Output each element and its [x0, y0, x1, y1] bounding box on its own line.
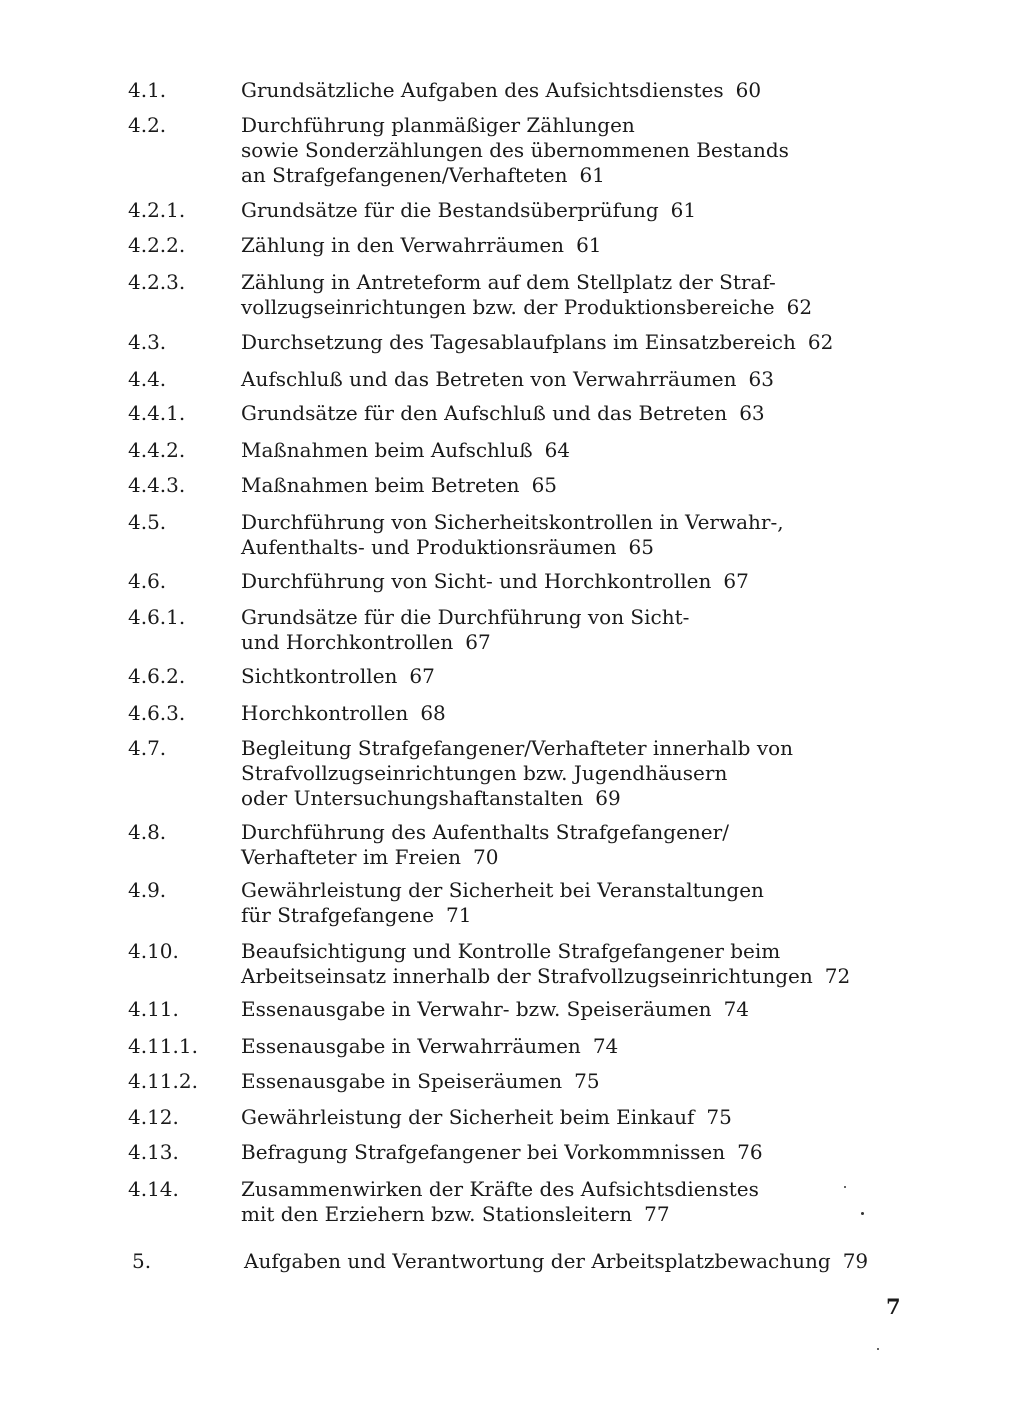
entry-number: 4.4.2.: [128, 438, 186, 462]
entry-title: [241, 820, 901, 870]
entry-title-text: Strafvollzugseinrichtungen bzw. Jugendhäusern: [241, 761, 728, 785]
entry-title-line: [241, 367, 901, 392]
entry-title-text: Durchführung von Sicht- und Horchkontrollen: [241, 569, 712, 593]
entry-title-text: Verhafteter im Freien: [241, 845, 461, 869]
entry-page-number: 69: [595, 786, 621, 810]
entry-number: 4.6.2.: [128, 664, 186, 688]
entry-page-number: 68: [420, 701, 446, 725]
entry-title-text: mit den Erziehern bzw. Stationsleitern: [241, 1202, 633, 1226]
entry-title: [241, 270, 901, 320]
entry-title-line: [241, 786, 901, 811]
entry-number: 4.2.: [128, 113, 167, 137]
entry-title: [241, 701, 901, 726]
entry-title: [241, 1177, 901, 1227]
entry-title: [241, 664, 901, 689]
entry-title: [241, 1140, 901, 1165]
entry-page-number: 75: [574, 1069, 600, 1093]
entry-title-line: [241, 198, 901, 223]
entry-page-number: 74: [592, 1034, 619, 1058]
entry-page-number: 67: [465, 630, 491, 654]
entry-number: 4.4.3.: [128, 473, 186, 497]
entry-title-text: sowie Sonderzählungen des übernommenen Bestands: [241, 138, 789, 162]
entry-page-number: 62: [807, 330, 834, 354]
entry-title: [241, 878, 901, 928]
entry-title: [241, 1105, 901, 1130]
entry-title-line: [241, 270, 901, 295]
entry-number: 4.1.: [128, 78, 167, 102]
entry-title-text: Zählung in Antreteform auf dem Stellplatz der Straf-: [241, 270, 776, 294]
entry-title-text: Zählung in den Verwahrräumen: [241, 233, 565, 257]
entry-number: 4.7.: [128, 736, 167, 760]
entry-title-line: [241, 939, 901, 964]
scan-speck: [877, 1348, 879, 1350]
entry-title-text: Aufschluß und das Betreten von Verwahrräumen: [241, 367, 737, 391]
entry-title: [241, 78, 901, 103]
entry-title: [241, 997, 901, 1022]
entry-number: 4.14.: [128, 1177, 179, 1201]
entry-page-number: 60: [735, 78, 762, 102]
entry-title: [241, 473, 901, 498]
entry-title-line: [241, 701, 901, 726]
entry-title-text: Durchführung des Aufenthalts Strafgefangener/: [241, 820, 729, 844]
entry-title-line: [241, 510, 901, 535]
entry-page-number: 62: [786, 295, 813, 319]
entry-title-text: für Strafgefangene: [241, 903, 435, 927]
entry-title-text: Maßnahmen beim Aufschluß: [241, 438, 533, 462]
entry-title-line: [241, 630, 901, 655]
entry-page-number: 75: [706, 1105, 732, 1129]
entry-title: [241, 510, 901, 560]
entry-page-number: 79: [842, 1249, 869, 1273]
entry-title-line: [241, 569, 901, 594]
entry-number: 4.4.1.: [128, 401, 186, 425]
entry-title: [241, 1069, 901, 1094]
entry-number: 4.13.: [128, 1140, 179, 1164]
entry-title: [241, 605, 901, 655]
entry-title: [241, 198, 901, 223]
entry-title-text: Maßnahmen beim Betreten: [241, 473, 520, 497]
entry-page-number: 65: [531, 473, 558, 497]
entry-number: 4.3.: [128, 330, 167, 354]
entry-title: [241, 438, 901, 463]
entry-page-number: 74: [723, 997, 750, 1021]
entry-number: 4.2.1.: [128, 198, 186, 222]
entry-title-line: [241, 438, 901, 463]
entry-title-text: Durchführung von Sicherheitskontrollen in Verwahr-,: [241, 510, 784, 534]
entry-page-number: 71: [446, 903, 472, 927]
entry-title: [244, 1249, 904, 1274]
entry-number: 4.4.: [128, 367, 167, 391]
entry-title: [241, 330, 901, 355]
entry-number: 4.2.2.: [128, 233, 186, 257]
entry-title-line: [241, 138, 901, 163]
entry-title-text: Horchkontrollen: [241, 701, 409, 725]
entry-title-line: [241, 736, 901, 761]
entry-title-line: [241, 845, 901, 870]
entry-title-text: an Strafgefangenen/Verhafteten: [241, 163, 568, 187]
scan-speck: [844, 1186, 846, 1188]
entry-title-text: Beaufsichtigung und Kontrolle Strafgefangener beim: [241, 939, 781, 963]
entry-number: 4.8.: [128, 820, 167, 844]
entry-title-line: [241, 113, 901, 138]
entry-page-number: 77: [644, 1202, 670, 1226]
entry-title-text: Durchführung planmäßiger Zählungen: [241, 113, 635, 137]
entry-title-line: [241, 295, 901, 320]
entry-title-text: Grundsätzliche Aufgaben des Aufsichtsdienstes: [241, 78, 724, 102]
entry-title-text: Essenausgabe in Speiseräumen: [241, 1069, 563, 1093]
entry-title: [241, 569, 901, 594]
entry-title-line: [241, 1177, 901, 1202]
entry-title-line: [241, 535, 901, 560]
entry-number: 4.6.: [128, 569, 167, 593]
entry-title-line: [241, 664, 901, 689]
entry-title-line: [244, 1249, 904, 1274]
entry-page-number: 72: [824, 964, 851, 988]
entry-title: [241, 367, 901, 392]
scan-speck: [861, 1212, 864, 1215]
entry-title-line: [241, 163, 901, 188]
entry-page-number: 65: [628, 535, 654, 559]
entry-title-line: [241, 473, 901, 498]
entry-number: 4.6.3.: [128, 701, 186, 725]
entry-number: 4.11.: [128, 997, 179, 1021]
entry-number: 4.11.2.: [128, 1069, 198, 1093]
entry-title-text: Begleitung Strafgefangener/Verhafteter innerhalb von: [241, 736, 794, 760]
entry-number: 4.11.1.: [128, 1034, 198, 1058]
entry-title: [241, 233, 901, 258]
entry-title-text: vollzugseinrichtungen bzw. der Produktionsbereiche: [241, 295, 775, 319]
entry-title-text: Essenausgabe in Verwahr- bzw. Speiseräumen: [241, 997, 712, 1021]
entry-page-number: 63: [739, 401, 765, 425]
entry-title-line: [241, 820, 901, 845]
entry-title-text: Befragung Strafgefangener bei Vorkommnissen: [241, 1140, 726, 1164]
entry-title-text: Sichtkontrollen: [241, 664, 398, 688]
entry-title-line: [241, 233, 901, 258]
entry-title-text: Durchsetzung des Tagesablaufplans im Einsatzbereich: [241, 330, 796, 354]
entry-title-line: [241, 1202, 901, 1227]
entry-title-line: [241, 997, 901, 1022]
entry-number: 4.10.: [128, 939, 179, 963]
entry-title-line: [241, 1069, 901, 1094]
entry-page-number: 61: [670, 198, 697, 222]
entry-title: [241, 1034, 901, 1059]
entry-page-number: 76: [737, 1140, 763, 1164]
entry-title: [241, 939, 901, 989]
entry-title-text: Aufgaben und Verantwortung der Arbeitsplatzbewachung: [244, 1249, 831, 1273]
entry-title-text: oder Untersuchungshaftanstalten: [241, 786, 584, 810]
entry-page-number: 70: [472, 845, 499, 869]
entry-title-text: Gewährleistung der Sicherheit beim Einkauf: [241, 1105, 695, 1129]
entry-number: 4.9.: [128, 878, 167, 902]
entry-title-line: [241, 401, 901, 426]
entry-title-line: [241, 761, 901, 786]
entry-title-line: [241, 903, 901, 928]
entry-title-text: Essenausgabe in Verwahrräumen: [241, 1034, 581, 1058]
entry-title-line: [241, 78, 901, 103]
entry-page-number: 64: [544, 438, 571, 462]
entry-title-text: Gewährleistung der Sicherheit bei Veranstaltungen: [241, 878, 764, 902]
entry-title-text: Arbeitseinsatz innerhalb der Strafvollzugseinrichtungen: [241, 964, 813, 988]
entry-title-text: Grundsätze für die Durchführung von Sicht-: [241, 605, 690, 629]
entry-title-line: [241, 878, 901, 903]
entry-number: 5.: [132, 1249, 152, 1273]
entry-title-line: [241, 1105, 901, 1130]
entry-title-line: [241, 1034, 901, 1059]
entry-title-line: [241, 964, 901, 989]
entry-title-line: [241, 605, 901, 630]
entry-title: [241, 113, 901, 188]
entry-page-number: 67: [723, 569, 749, 593]
entry-number: 4.5.: [128, 510, 167, 534]
entry-title-text: Grundsätze für die Bestandsüberprüfung: [241, 198, 659, 222]
entry-title-text: Grundsätze für den Aufschluß und das Betreten: [241, 401, 728, 425]
entry-title-line: [241, 330, 901, 355]
entry-title-text: und Horchkontrollen: [241, 630, 454, 654]
entry-number: 4.6.1.: [128, 605, 186, 629]
entry-page-number: 63: [748, 367, 774, 391]
entry-title: [241, 401, 901, 426]
entry-title-text: Aufenthalts- und Produktionsräumen: [241, 535, 617, 559]
entry-page-number: 61: [576, 233, 602, 257]
entry-title-text: Zusammenwirken der Kräfte des Aufsichtsdienstes: [241, 1177, 759, 1201]
entry-title: [241, 736, 901, 811]
page-number: 7: [886, 1294, 901, 1319]
entry-title-line: [241, 1140, 901, 1165]
entry-number: 4.12.: [128, 1105, 179, 1129]
entry-number: 4.2.3.: [128, 270, 186, 294]
entry-page-number: 61: [579, 163, 605, 187]
entry-page-number: 67: [409, 664, 435, 688]
